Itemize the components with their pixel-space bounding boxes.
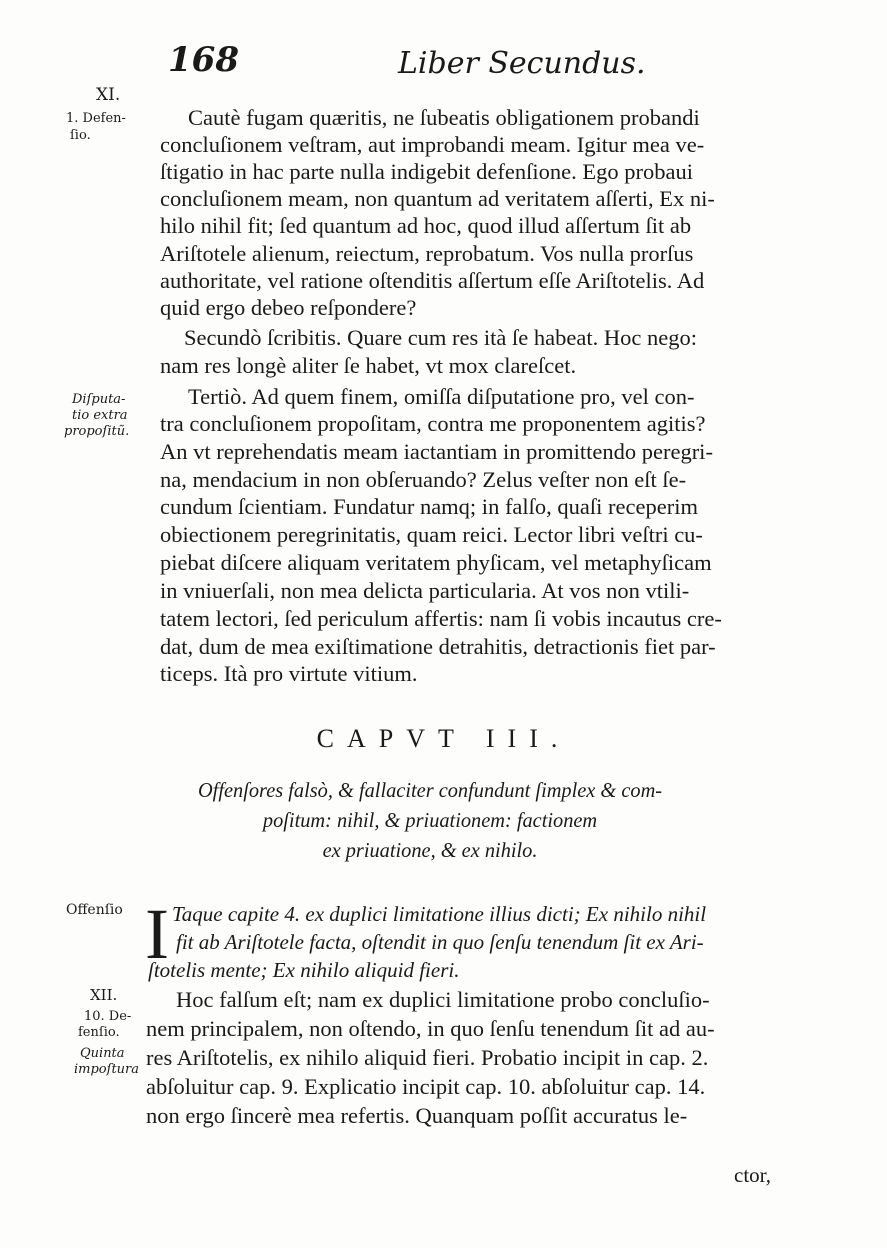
margin-section-xi: XI.: [96, 85, 121, 105]
text-line: nem principalem, non oſtendo, in quo ſenſu tenendum ſit ad au-: [146, 1016, 715, 1041]
text-line: Ariſtotele alienum, reiectum, reprobatum. Vos nulla prorſus: [160, 241, 694, 266]
margin-defensio-10-b: fenſio.: [78, 1025, 120, 1040]
margin-defensio-1-a: 1. Defen-: [66, 111, 126, 126]
text-line: nam res longè aliter ſe habet, vt mox clareſcet.: [160, 353, 577, 378]
margin-disputatio-b: tio extra: [72, 408, 128, 423]
chapter-summary-line: poſitum: nihil, & priuationem: factionem: [262, 808, 598, 832]
text-line: obiectionem peregrinitatis, quam reici. Lector libri veſtri cu-: [160, 522, 703, 547]
text-line: ſtotelis mente; Ex nihilo aliquid fieri.: [148, 958, 460, 982]
text-line: na, mendacium in non obſeruando? Zelus veſter non eſt ſe-: [160, 467, 687, 492]
margin-offensio: Offenſio: [66, 902, 123, 918]
text-line: Secundò ſcribitis. Quare cum res ità ſe habeat. Hoc nego:: [184, 325, 697, 350]
margin-disputatio-a: Diſputa-: [72, 392, 126, 407]
text-line: ticeps. Ità pro virtute vitium.: [160, 661, 418, 686]
margin-quinta-b: impoſtura: [74, 1062, 140, 1077]
chapter-summary-line: ex priuatione, & ex nihilo.: [322, 838, 538, 862]
text-line: res Ariſtotelis, ex nihilo aliquid fieri. Probatio incipit in cap. 2.: [146, 1045, 709, 1070]
text-line: non ergo ſincerè mea refertis. Quanquam poſſit accuratus le-: [146, 1103, 688, 1128]
chapter-summary-line: Offenſores falsò, & fallaciter confundunt ſimplex & com-: [197, 778, 663, 802]
text-line: dat, dum de mea exiſtimatione detrahitis, detractionis fiet par-: [160, 634, 716, 659]
text-line: An vt reprehendatis meam iactantiam in promittendo peregri-: [160, 439, 713, 464]
text-line: concluſionem meam, non quantum ad veritatem aſſerti, Ex ni-: [160, 186, 715, 211]
text-line: Hoc falſum eſt; nam ex duplici limitatione probo concluſio-: [176, 987, 710, 1012]
text-line: tra concluſionem propoſitam, contra me proponentem agitis?: [160, 411, 706, 436]
page-number: 168: [168, 40, 239, 80]
margin-defensio-1-b: ſio.: [70, 128, 91, 143]
margin-section-xii: XII.: [90, 986, 118, 1004]
text-line: authoritate, vel ratione oſtenditis aſſertum eſſe Ariſtotelis. Ad: [160, 268, 705, 293]
text-line: in vniuerſali, non mea delicta particularia. At vos non vtili-: [160, 578, 690, 603]
text-line: Taque capite 4. ex duplici limitatione illius dicti; Ex nihilo nihil: [172, 902, 707, 926]
text-line: concluſionem veſtram, aut improbandi meam. Igitur mea ve-: [160, 132, 705, 157]
catchword: ctor,: [734, 1163, 772, 1187]
margin-quinta-a: Quinta: [80, 1046, 125, 1061]
text-line: abſoluitur cap. 9. Explicatio incipit cap. 10. abſoluitur cap. 14.: [146, 1074, 706, 1099]
drop-cap: I: [145, 894, 169, 974]
text-line: Cautè fugam quæritis, ne ſubeatis obligationem probandi: [188, 105, 700, 130]
text-line: hilo nihil fit; ſed quantum ad hoc, quod illud aſſertum ſit ab: [160, 213, 692, 238]
margin-disputatio-c: propoſitũ.: [64, 424, 130, 439]
text-line: tatem lectori, ſed periculum affertis: nam ſi vobis incautus cre-: [160, 606, 722, 631]
text-line: Tertiò. Ad quem finem, omiſſa diſputatione pro, vel con-: [188, 384, 695, 409]
text-line: fit ab Ariſtotele facta, oſtendit in quo ſenſu tenendum ſit ex Ari-: [176, 930, 704, 954]
running-title: Liber Secundus.: [398, 46, 646, 81]
text-line: ſtigatio in hac parte nulla indigebit defenſione. Ego probaui: [160, 159, 693, 184]
text-line: piebat diſcere aliquam veritatem phyſicam, vel metaphyſicam: [160, 550, 712, 575]
text-line: quid ergo debeo reſpondere?: [160, 295, 417, 320]
chapter-heading: CAPVT III.: [316, 724, 571, 753]
text-line: cundum ſcientiam. Fundatur namq; in falſo, quaſi receperim: [160, 494, 698, 519]
margin-defensio-10-a: 10. De-: [84, 1009, 132, 1024]
